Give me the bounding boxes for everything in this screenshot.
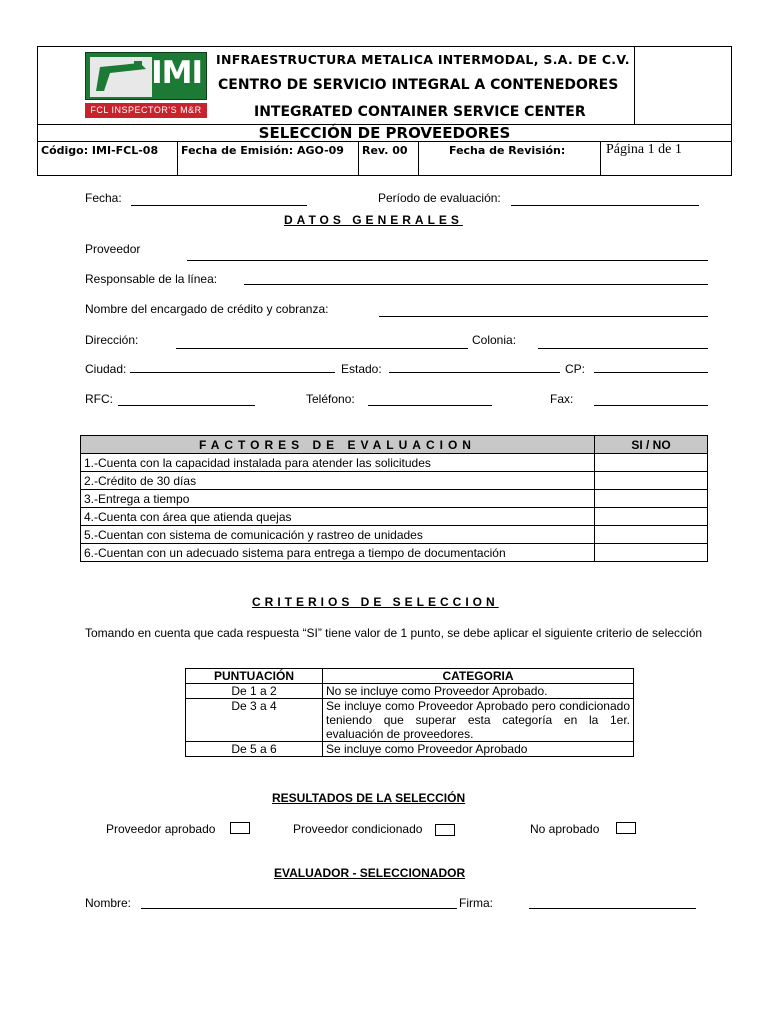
signature-field[interactable] — [529, 908, 696, 909]
approved-checkbox[interactable] — [230, 822, 250, 834]
signature-label: Firma: — [459, 896, 493, 910]
table-row — [81, 508, 708, 526]
page-number: Página 1 de 1 — [606, 142, 682, 157]
factor-text: 6.-Cuentan con un adecuado sistema para entrega a tiempo de documentación — [81, 544, 595, 562]
container-crane-icon — [90, 57, 152, 97]
neighborhood-field[interactable] — [538, 348, 708, 349]
selection-criteria-table — [185, 668, 634, 757]
date-field[interactable] — [131, 205, 307, 206]
rfc-field[interactable] — [118, 405, 255, 406]
address-label: Dirección: — [85, 333, 139, 347]
score-cell: De 1 a 2 — [186, 684, 323, 699]
yes-no-cell[interactable] — [595, 526, 708, 544]
logo-subtext: FCL INSPECTOR'S M&R — [85, 103, 207, 118]
document-code: Código: IMI-FCL-08 — [38, 141, 178, 176]
address-field[interactable] — [176, 348, 468, 349]
evaluator-name-field[interactable] — [141, 908, 457, 909]
credit-contact-field[interactable] — [379, 316, 708, 317]
supplier-label: Proveedor — [85, 242, 141, 256]
yes-no-cell[interactable] — [595, 454, 708, 472]
state-field[interactable] — [389, 372, 560, 373]
credit-contact-label: Nombre del encargado de crédito y cobranza: — [85, 302, 329, 316]
rejected-label: No aprobado — [530, 822, 600, 836]
table-row — [81, 526, 708, 544]
criteria-title: CRITERIOS DE SELECCION — [252, 595, 499, 609]
table-row — [81, 544, 708, 562]
service-center-es: CENTRO DE SERVICIO INTEGRAL A CONTENEDORES — [218, 77, 619, 93]
table-header-row — [186, 669, 634, 684]
factor-text: 3.-Entrega a tiempo — [81, 490, 595, 508]
header-divider — [634, 47, 635, 124]
yes-no-cell[interactable] — [595, 544, 708, 562]
results-title: RESULTADOS DE LA SELECCIÓN — [272, 791, 466, 805]
factors-header: FACTORES DE EVALUACION — [81, 436, 595, 454]
table-row — [186, 742, 634, 757]
yes-no-cell[interactable] — [595, 490, 708, 508]
phone-field[interactable] — [368, 405, 492, 406]
company-logo — [85, 52, 207, 122]
category-header: CATEGORIA — [323, 669, 634, 684]
zip-field[interactable] — [594, 372, 708, 373]
fax-label: Fax: — [550, 392, 574, 406]
category-cell: No se incluye como Proveedor Aprobado. — [323, 684, 634, 699]
logo-badge — [85, 52, 207, 100]
yes-no-cell[interactable] — [595, 508, 708, 526]
score-cell: De 3 a 4 — [186, 699, 323, 742]
line-manager-label: Responsable de la línea: — [85, 272, 218, 286]
yes-no-cell[interactable] — [595, 472, 708, 490]
category-cell: Se incluye como Proveedor Aprobado — [323, 742, 634, 757]
evaluation-period-label: Período de evaluación: — [378, 191, 501, 205]
revision-date: Fecha de Revisión: — [419, 141, 601, 176]
issue-date: Fecha de Emisión: AGO-09 — [178, 141, 359, 176]
table-row — [186, 699, 634, 742]
factor-text: 5.-Cuentan con sistema de comunicación y rastreo de unidades — [81, 526, 595, 544]
fax-field[interactable] — [594, 405, 708, 406]
table-header-row — [81, 436, 708, 454]
line-manager-field[interactable] — [244, 284, 708, 285]
document-title: SELECCIÓN DE PROVEEDORES — [258, 124, 511, 142]
yes-no-header: SI / NO — [595, 436, 708, 454]
table-row — [81, 454, 708, 472]
criteria-intro: Tomando en cuenta que cada respuesta “SI” tiene valor de 1 punto, se debe aplicar el siguiente criterio de selección — [85, 626, 703, 640]
table-row — [81, 490, 708, 508]
evaluator-title: EVALUADOR - SELECCIONADOR — [274, 866, 466, 880]
factor-text: 1.-Cuenta con la capacidad instalada para atender las solicitudes — [81, 454, 595, 472]
evaluation-period-field[interactable] — [511, 205, 699, 206]
document-header — [37, 46, 732, 176]
score-cell: De 5 a 6 — [186, 742, 323, 757]
score-header: PUNTUACIÓN — [186, 669, 323, 684]
table-row — [81, 472, 708, 490]
rfc-label: RFC: — [85, 392, 113, 406]
rejected-checkbox[interactable] — [616, 822, 636, 834]
logo-text: IMI — [151, 55, 202, 91]
service-center-en: INTEGRATED CONTAINER SERVICE CENTER — [254, 104, 586, 120]
evaluation-factors-table — [80, 435, 708, 562]
conditioned-checkbox[interactable] — [435, 824, 455, 836]
revision-number: Rev. 00 — [359, 141, 419, 176]
approved-label: Proveedor aprobado — [106, 822, 216, 836]
general-data-title: DATOS GENERALES — [284, 213, 463, 227]
evaluator-name-label: Nombre: — [85, 896, 132, 910]
category-cell: Se incluye como Proveedor Aprobado pero condicionado teniendo que superar esta categoría en la 1er. evaluación de proveedores. — [323, 699, 634, 742]
city-label: Ciudad: — [85, 362, 127, 376]
zip-label: CP: — [565, 362, 586, 376]
table-row — [186, 684, 634, 699]
neighborhood-label: Colonia: — [472, 333, 517, 347]
phone-label: Teléfono: — [306, 392, 355, 406]
company-name: INFRAESTRUCTURA METALICA INTERMODAL, S.A. DE C.V. — [216, 52, 630, 67]
conditioned-label: Proveedor condicionado — [293, 822, 423, 836]
supplier-field[interactable] — [187, 260, 708, 261]
city-field[interactable] — [130, 372, 335, 373]
factor-text: 4.-Cuenta con área que atienda quejas — [81, 508, 595, 526]
state-label: Estado: — [341, 362, 382, 376]
date-label: Fecha: — [85, 191, 122, 205]
factor-text: 2.-Crédito de 30 días — [81, 472, 595, 490]
